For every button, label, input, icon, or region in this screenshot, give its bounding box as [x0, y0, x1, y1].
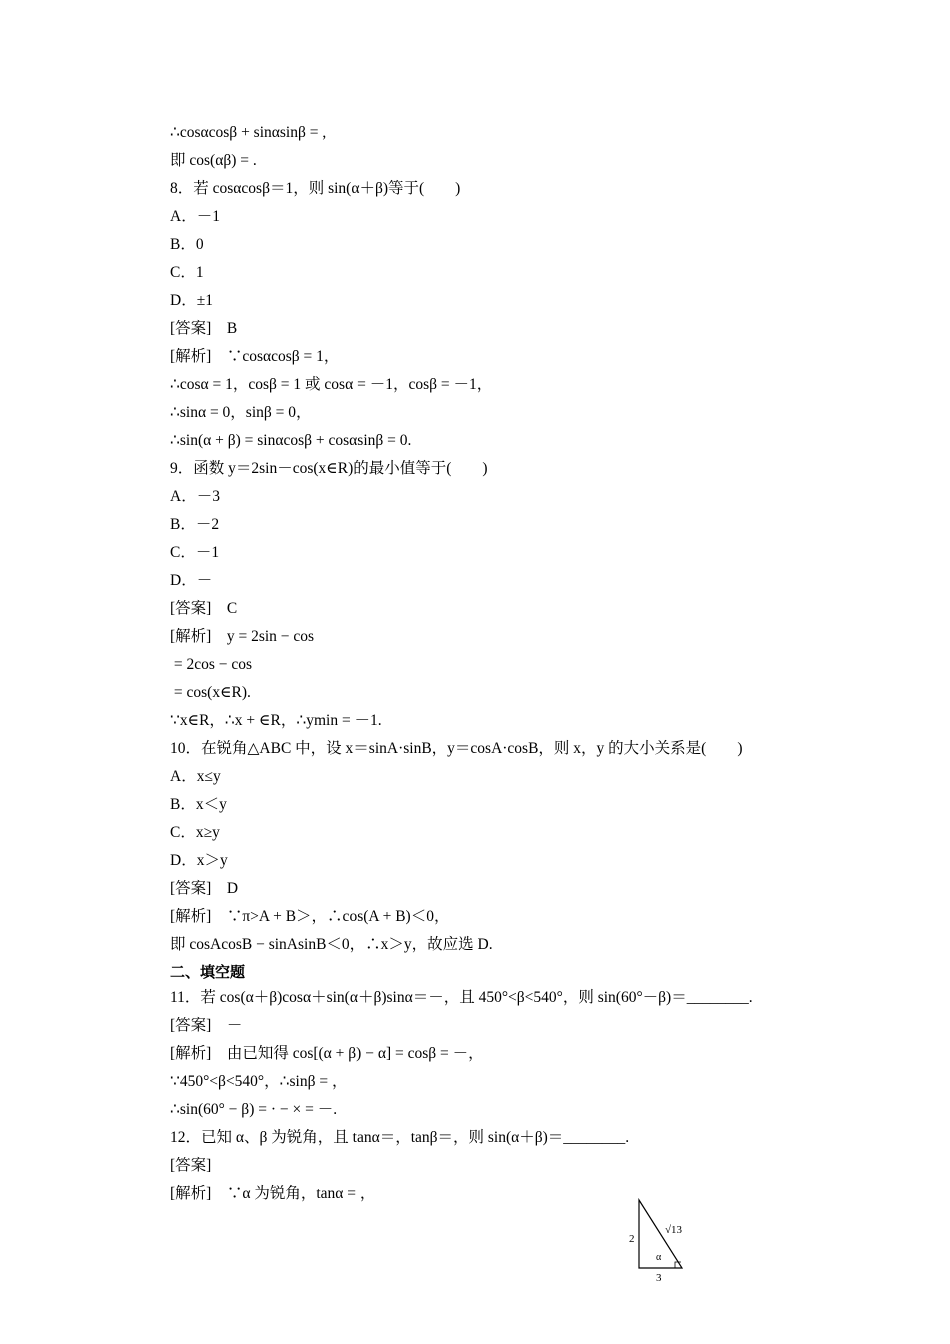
text-line: = cos(x∈R). — [170, 684, 251, 701]
analysis-line: [解析] ∵cosαcosβ = 1， — [170, 348, 340, 365]
side-left-label: 2 — [629, 1233, 635, 1245]
option-b: B．－2 — [170, 516, 220, 533]
answer-line: [答案] － — [170, 1017, 243, 1034]
option-b: B．x＜y — [170, 796, 227, 813]
analysis-line: [解析] 由已知得 cos[(α + β) − α] = cosβ = －， — [170, 1045, 484, 1062]
question-8: 8．若 cosαcosβ＝1，则 sin(α＋β)等于( ) — [170, 180, 461, 197]
option-a: A．－1 — [170, 208, 220, 225]
hypotenuse-label: √13 — [665, 1224, 683, 1236]
side-bottom-label: 3 — [656, 1272, 662, 1284]
text-line: = 2cos − cos — [170, 656, 253, 673]
option-a: A．－3 — [170, 488, 220, 505]
option-d: D．±1 — [170, 292, 213, 309]
answer-line: [答案] D — [170, 880, 239, 897]
option-c: C．1 — [170, 264, 204, 281]
option-c: C．－1 — [170, 544, 220, 561]
option-d: D．x＞y — [170, 852, 228, 869]
text-line: ∴cosα = 1，cosβ = 1 或 cosα = －1，cosβ = －1， — [170, 376, 493, 393]
question-9: 9．函数 y＝2sin－cos(x∈R)的最小值等于( ) — [170, 460, 488, 477]
text-line: ∴sin(60° − β) = · − × = －. — [170, 1101, 338, 1118]
text-line: ∴sin(α + β) = sinαcosβ + cosαsinβ = 0. — [170, 432, 412, 449]
section-heading: 二、填空题 — [170, 963, 246, 981]
text-line: 即 cos(αβ) = . — [170, 152, 257, 169]
text-line: ∵x∈R，∴x + ∈R，∴ymin = －1. — [170, 712, 382, 729]
text-line: ∴cosαcosβ + sinαsinβ = , — [170, 124, 327, 141]
option-a: A．x≤y — [170, 768, 221, 785]
analysis-line: [解析] ∵α 为锐角，tanα = ， — [170, 1185, 376, 1202]
text-line: 即 cosAcosB − sinAsinB＜0，∴x＞y，故应选 D. — [170, 936, 493, 953]
option-b: B．0 — [170, 236, 204, 253]
text-line: ∵450°<β<540°，∴sinβ = ， — [170, 1073, 348, 1090]
question-11: 11．若 cos(α＋β)cosα＋sin(α＋β)sinα＝－，且 450°<β<540°，则 sin(60°－β)＝________. — [170, 989, 753, 1006]
question-12: 12．已知 α、β 为锐角，且 tanα＝，tanβ＝，则 sin(α＋β)＝________. — [170, 1129, 630, 1146]
analysis-line: [解析] ∵π>A + B＞，∴cos(A + B)＜0， — [170, 908, 450, 925]
text-line: ∴sinα = 0，sinβ = 0， — [170, 404, 312, 421]
analysis-line: [解析] y = 2sin − cos — [170, 628, 315, 645]
option-d: D．－ — [170, 572, 213, 589]
right-triangle-figure — [620, 1196, 700, 1288]
angle-label: α — [656, 1252, 662, 1263]
question-10: 10．在锐角△ABC 中，设 x＝sinA·sinB，y＝cosA·cosB，则 x，y 的大小关系是( ) — [170, 740, 743, 757]
answer-line: [答案] — [170, 1157, 212, 1174]
option-c: C．x≥y — [170, 824, 220, 841]
answer-line: [答案] C — [170, 600, 238, 617]
answer-line: [答案] B — [170, 320, 238, 337]
